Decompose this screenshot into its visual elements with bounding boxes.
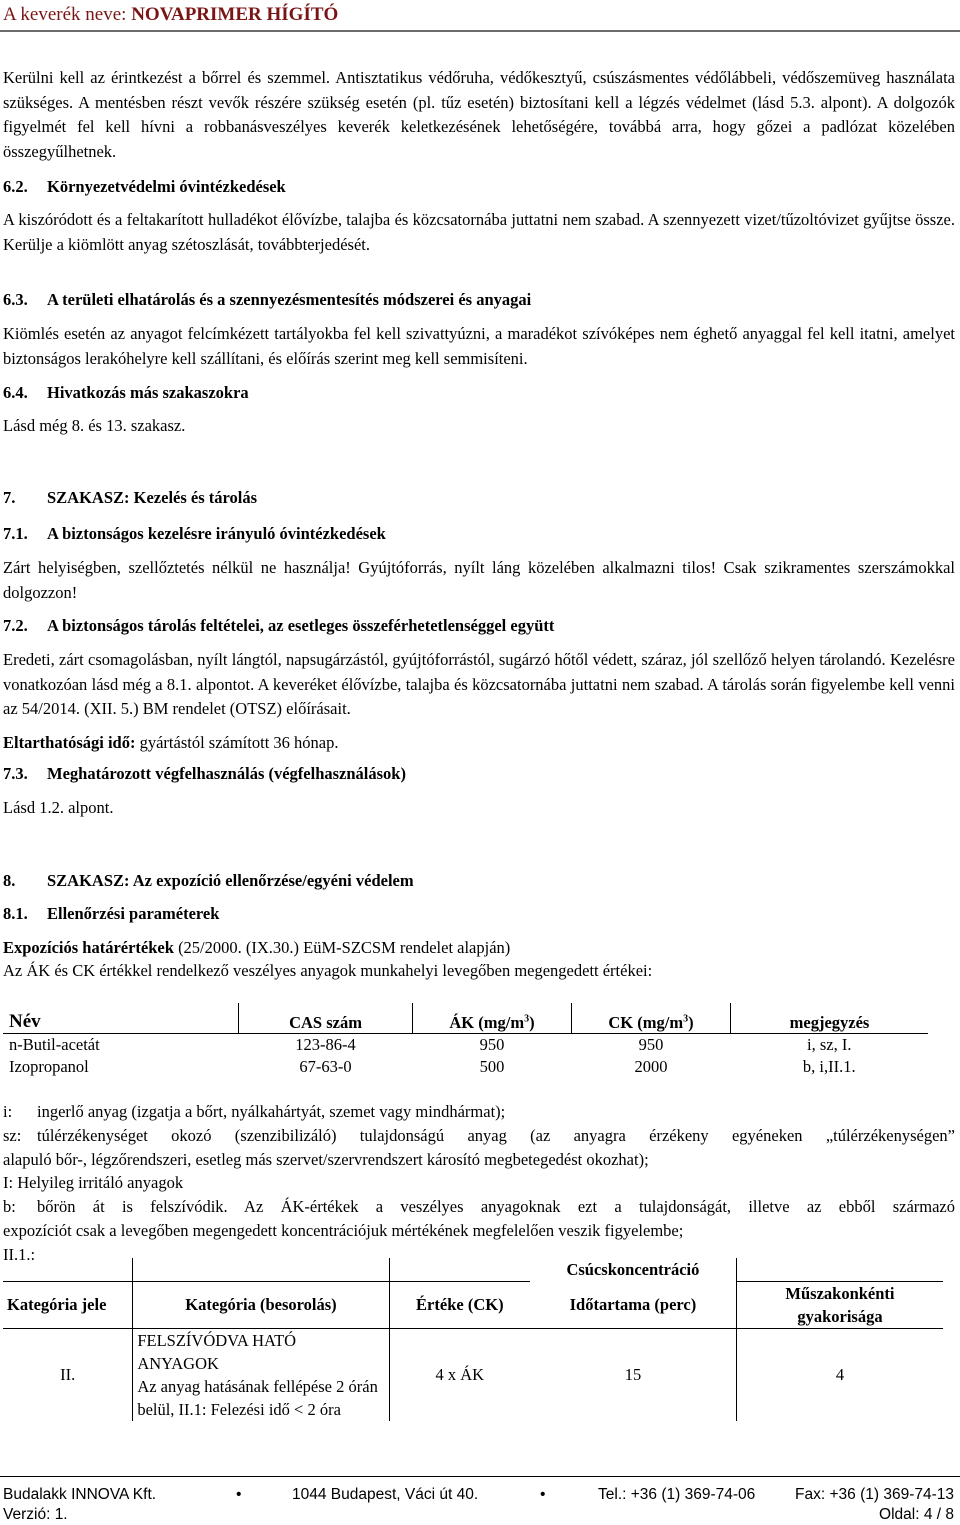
footer-page: Oldal: 4 / 8	[879, 1506, 954, 1523]
col-header-name: Név	[3, 1003, 239, 1034]
table-row: n-Butil-acetát 123-86-4 950 950 i, sz, I.	[9, 1035, 852, 1054]
col-header-category: Kategória jele	[3, 1281, 133, 1328]
heading-6-4: 6.4. Hivatkozás más szakaszokra	[3, 383, 249, 402]
col-header-classification: Kategória (besorolás)	[133, 1281, 389, 1328]
heading-7-3: 7.3. Meghatározott végfelhasználás (végfelhasználások)	[3, 764, 406, 783]
footer-fax: Fax: +36 (1) 369-74-13	[795, 1486, 954, 1503]
col-header-duration: Időtartama (perc)	[530, 1281, 737, 1328]
header-prefix: A keverék neve:	[3, 4, 132, 25]
footer-address: 1044 Budapest, Váci út 40.	[292, 1486, 479, 1503]
col-header-frequency: Műszakonkénti gyakorisága	[736, 1281, 943, 1328]
intro-paragraph: Kerülni kell az érintkezést a bőrrel és szemmel. Antisztatikus védőruha, védőkesztyű, csúszásmentes védőlábbeli, védőszemüveg használata szükséges. A mentésben részt vevők részére szükség esetén (pl. tűz esetén) biztosítani kell a légzés védelmet (lásd 5.3. alpont). A dolgozók figyelmét fel kell hívni a robbanásveszélyes keverék keletkezésének lehetőségére, továbbá arra, hogy gőzei a padlózat közelében összegyűlhetnek.	[3, 68, 955, 161]
paragraph-7-1: Zárt helyiségben, szellőztetés nélkül ne használja! Gyújtóforrás, nyílt láng közelében alkalmazni tilos! Csak szikramentes szerszámokkal dolgozzon!	[3, 558, 955, 602]
footer-divider	[0, 1476, 960, 1477]
col-header-peak: Csúcskoncentráció	[566, 1260, 700, 1279]
document-header	[0, 0, 960, 32]
exposure-limits-line: Expozíciós határértékek (25/2000. (IX.30.) EüM-SZCSM rendelet alapján)	[3, 938, 511, 957]
legend-notes: i: ingerlő anyag (izgatja a bőrt, nyálkahártyát, szemet vagy mindhármat); sz: túlérzékenységet okozó (szenzibilizáló) tulajdonságú anyag (az anyagra érzékeny egyéneken „túlérzékenységen” alapuló bőr-, légzőrendszeri, esetleg más szervet/szervrendszert károsító megbetegedést okozhat); I: Helyileg irritáló anyagok b: bőrön át is felszívódik. Az ÁK-értékek a veszélyes anyagoknak ezt a tulajdonságát, illetve az ebből származó expozíciót csak a levegőben megengedett koncentrációjuk mértékének megfelelően veszik figyelembe; II.1.:	[3, 1102, 955, 1264]
paragraph-7-2: Eredeti, zárt csomagolásban, nyílt lángtól, napsugárzástól, gyújtóforrástól, sugárzó hőtől védett, száraz, jól szellőző helyen tárolandó. Kezelésre vonatkozóan lásd még a 8.1. alpontot. A keveréket élővízbe, talajba és közcsatornába juttatni nem szabad. A tárolás során figyelembe kell venni az 54/2014. (XII. 5.) BM rendelet (OTSZ) előírásait.	[3, 650, 955, 718]
heading-8-1: 8.1. Ellenőrzési paraméterek	[3, 904, 220, 923]
col-header-ak: ÁK $(mg/m^3)$	[413, 1003, 572, 1034]
paragraph-6-2: A kiszóródott és a feltakarított hulladékot élővízbe, talajba és közcsatornába juttatni nem szabad. A szennyezett vizet/tűzoltóvizet gyűjtse össze. Kerülje a kiömlött anyag szétoszlását, továbbterjedését.	[3, 210, 955, 254]
table-row: II. FELSZÍVÓDVA HATÓ ANYAGOK Az anyag hatásának fellépése 2 órán belül, II.1: Felezési idő < 2 óra 4 x ÁK 15 4	[3, 1328, 943, 1421]
heading-7-2: 7.2. A biztonságos tárolás feltételei, az esetleges összeférhetetlenséggel együtt	[3, 616, 555, 635]
col-header-value: Értéke (CK)	[389, 1281, 530, 1328]
heading-6-3: 6.3. A területi elhatárolás és a szennyezésmentesítés módszerei és anyagai	[3, 290, 532, 309]
shelf-life: Eltarthatósági idő: gyártástól számított 36 hónap.	[3, 733, 339, 752]
paragraph-7-3: Lásd 1.2. alpont.	[3, 798, 114, 817]
mixture-name: NOVAPRIMER HÍGÍTÓ	[131, 4, 339, 25]
heading-7-1: 7.1. A biztonságos kezelésre irányuló óvintézkedések	[3, 524, 386, 543]
heading-6-2: 6.2. Környezetvédelmi óvintézkedések	[3, 177, 286, 196]
footer-version: Verzió: 1.	[3, 1506, 68, 1523]
footer-company: Budalakk INNOVA Kft.	[3, 1486, 157, 1503]
heading-8: 8. SZAKASZ: Az expozíció ellenőrzése/egyéni védelem	[3, 871, 414, 890]
footer-phone: Tel.: +36 (1) 369-74-06	[598, 1486, 756, 1503]
col-header-cas: CAS szám	[239, 1003, 413, 1034]
paragraph-6-3: Kiömlés esetén az anyagot felcímkézett tartályokba fel kell szivattyúzni, a maradékot szívóképes nem éghető anyaggal fel kell itatni, amelyet biztonságos lerakóhelyre kell szállítani, és előírás szerint meg kell semmisíteni.	[3, 324, 955, 368]
bullet-icon: •	[236, 1486, 242, 1503]
table-row: Izopropanol 67-63-0 500 2000 b, i,II.1.	[9, 1057, 856, 1076]
exposure-limits-intro: Az ÁK és CK értékkel rendelkező veszélyes anyagok munkahelyi levegőben megengedett értékei:	[3, 961, 653, 980]
col-header-note: megjegyzés	[731, 1003, 929, 1034]
bullet-icon: •	[540, 1486, 546, 1503]
heading-7: 7. SZAKASZ: Kezelés és tárolás	[3, 488, 258, 507]
col-header-ck: CK $(mg/m^3)$	[572, 1003, 731, 1034]
exposure-limits-table	[3, 1003, 928, 1078]
peak-concentration-table	[3, 1258, 943, 1421]
paragraph-6-4: Lásd még 8. és 13. szakasz.	[3, 416, 186, 435]
